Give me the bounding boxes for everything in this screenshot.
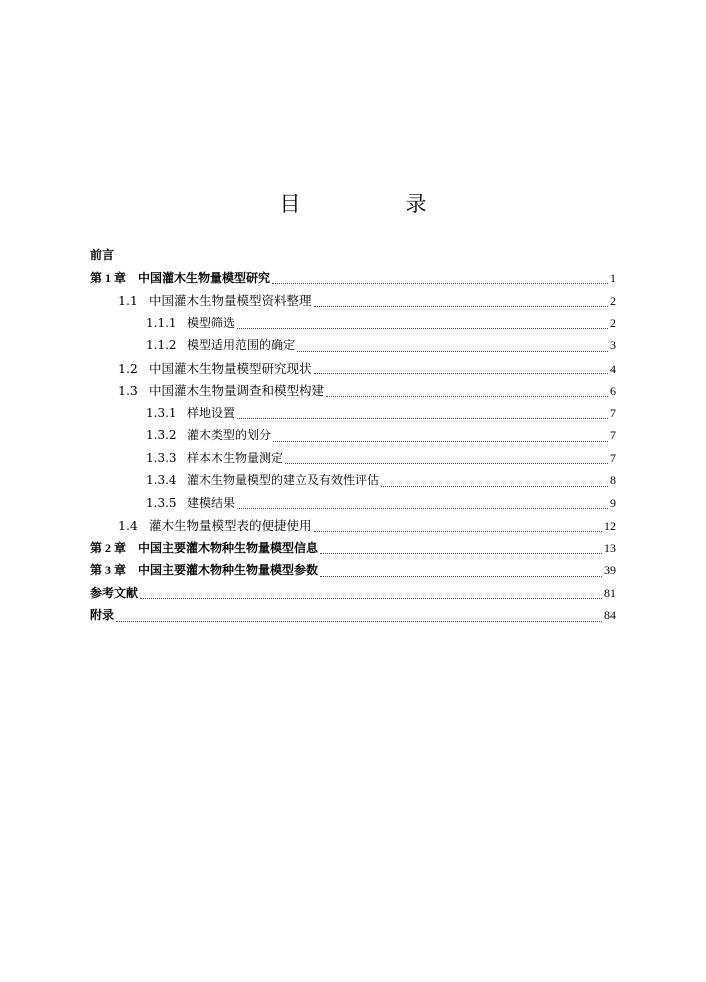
toc-entry-title: 模型筛选 <box>187 315 236 330</box>
toc-entry-title: 中国灌木生物量模型研究现状 <box>149 360 312 376</box>
toc-entry[interactable] <box>90 359 616 382</box>
toc-entry-title: 前言 <box>90 248 115 262</box>
dot-leader <box>320 553 602 554</box>
dot-leader <box>297 351 608 352</box>
toc-entry-page-number: 7 <box>610 405 616 420</box>
dot-leader <box>381 486 608 487</box>
toc-entry-title: 中国灌木生物量模型研究 <box>138 270 271 285</box>
toc-entry-page-number: 4 <box>610 361 616 376</box>
toc-entry[interactable] <box>90 539 616 562</box>
dot-leader <box>237 418 608 419</box>
toc-entry-number: 1.1.1 <box>146 315 177 330</box>
toc-entry-title: 中国主要灌木物种生物量模型参数 <box>138 563 319 577</box>
toc-entry-title: 中国灌木生物量调查和模型构建 <box>149 383 325 398</box>
toc-entry-title: 建模结果 <box>187 495 236 510</box>
toc-entry-page-number: 2 <box>610 315 616 330</box>
dot-leader <box>140 598 602 599</box>
toc-entry-number: 1.3.4 <box>146 473 177 487</box>
toc-entry[interactable] <box>90 404 616 427</box>
toc-entry-title: 模型适用范围的确定 <box>187 338 296 352</box>
toc-entry[interactable] <box>90 449 616 472</box>
toc-entry[interactable] <box>90 516 616 539</box>
dot-leader <box>272 283 608 284</box>
toc-entry-title: 中国灌木生物量模型资料整理 <box>149 293 312 308</box>
dot-leader <box>273 441 608 442</box>
toc-entry-page-number: 9 <box>610 495 616 510</box>
toc-entry-page-number: 12 <box>604 519 616 533</box>
toc-entry-page-number: 6 <box>610 384 616 398</box>
toc-entry[interactable] <box>90 606 616 629</box>
dot-leader <box>237 328 608 329</box>
toc-entry[interactable] <box>90 314 616 337</box>
toc-entry[interactable] <box>90 246 616 269</box>
toc-entry[interactable] <box>90 561 616 584</box>
toc-entry-page-number: 2 <box>610 294 616 308</box>
toc-entry-number: 1.1.2 <box>146 338 177 352</box>
toc-entry-title: 灌木类型的划分 <box>187 428 272 442</box>
toc-entry-title: 样本木生物量测定 <box>187 450 284 465</box>
dot-leader <box>237 508 608 509</box>
toc-entry-number: 1.1 <box>118 293 138 308</box>
toc-entry-number: 1.2 <box>118 360 138 376</box>
toc-entry-page-number: 39 <box>604 563 616 577</box>
toc-entry-page-number: 8 <box>610 473 616 487</box>
toc-entry-page-number: 7 <box>610 428 616 442</box>
toc-entry-title: 样地设置 <box>187 405 236 420</box>
toc-entry[interactable] <box>90 269 616 292</box>
toc-entry-number: 1.3.1 <box>146 405 177 420</box>
toc-entry[interactable] <box>90 291 616 314</box>
toc-entry[interactable] <box>90 336 616 359</box>
toc-entry[interactable] <box>90 426 616 449</box>
toc-entry-title: 灌木生物量模型的建立及有效性评估 <box>187 473 380 487</box>
toc-entry-title: 附录 <box>90 608 115 622</box>
toc-entry-number: 1.4 <box>118 518 138 533</box>
toc-entry-number: 1.3 <box>118 383 138 398</box>
toc-entry-number: 第 1 章 <box>90 270 127 285</box>
dot-leader <box>116 621 602 622</box>
toc-entry-number: 第 3 章 <box>90 563 127 577</box>
toc-entry-page-number: 81 <box>604 585 616 600</box>
table-of-contents <box>90 246 616 629</box>
toc-entry[interactable] <box>90 494 616 517</box>
page-title: 目 录 <box>279 192 469 216</box>
dot-leader <box>326 396 608 397</box>
toc-entry[interactable] <box>90 471 616 494</box>
toc-entry[interactable] <box>90 381 616 404</box>
dot-leader <box>320 576 602 577</box>
toc-entry-number: 1.3.3 <box>146 450 177 465</box>
dot-leader <box>285 463 608 464</box>
toc-entry-page-number: 13 <box>604 540 616 555</box>
dot-leader <box>314 373 608 374</box>
toc-entry-number: 1.3.5 <box>146 495 177 510</box>
toc-entry-page-number: 1 <box>610 270 616 285</box>
toc-entry-number: 第 2 章 <box>90 540 127 555</box>
toc-entry-title: 参考文献 <box>90 585 139 600</box>
toc-entry[interactable] <box>90 584 616 607</box>
toc-entry-title: 中国主要灌木物种生物量模型信息 <box>138 540 319 555</box>
dot-leader <box>314 531 602 532</box>
toc-entry-title: 灌木生物量模型表的便捷使用 <box>149 518 312 533</box>
toc-entry-page-number: 84 <box>604 608 616 622</box>
toc-entry-number: 1.3.2 <box>146 428 177 442</box>
toc-entry-page-number: 3 <box>610 338 616 352</box>
toc-entry-page-number: 7 <box>610 450 616 465</box>
dot-leader <box>314 306 608 307</box>
